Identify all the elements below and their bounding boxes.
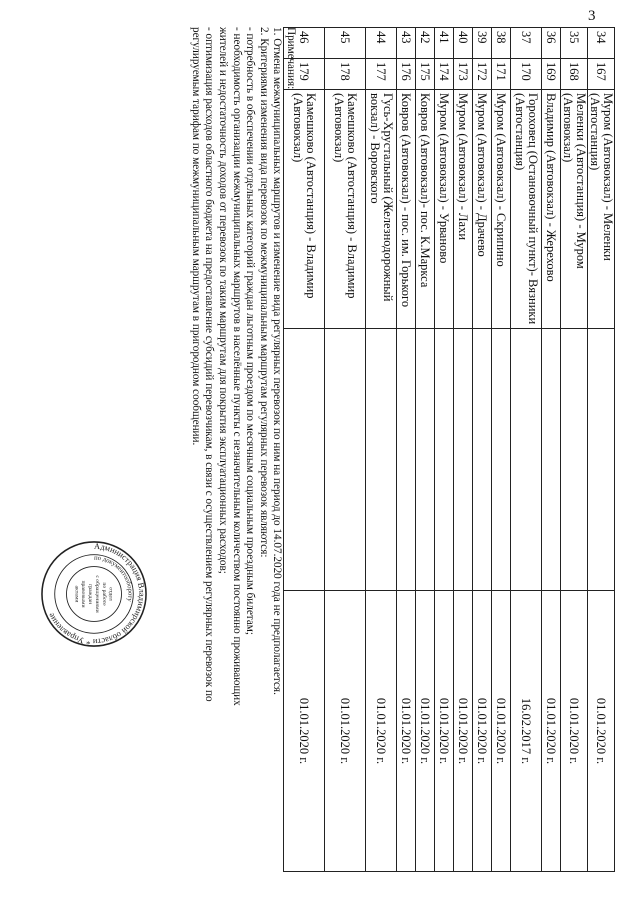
date-cell: 01.01.2020 г. [454, 591, 473, 872]
page-number: 3 [588, 8, 596, 24]
route-name-cell: Гусь-Хрустальный (Железнодорожный вокзал) - Воровского [366, 90, 397, 329]
route-name-cell: Ковров (Автовокзал) - пос. им. Горького [397, 90, 416, 329]
route-name-cell: Муром (Автовокзал) - Драчево [473, 90, 492, 329]
date-cell: 01.01.2020 г. [397, 591, 416, 872]
empty-cell [416, 329, 435, 591]
row-number-cell: 40 [454, 28, 473, 59]
route-name-cell: Муром (Автовокзал) - Скрипино [492, 90, 511, 329]
empty-cell [588, 329, 615, 591]
date-cell: 01.01.2020 г. [588, 591, 615, 872]
row-number-cell: 39 [473, 28, 492, 59]
date-cell: 01.01.2020 г. [416, 591, 435, 872]
table-row [561, 28, 588, 872]
row-number-cell: 42 [416, 28, 435, 59]
table-row [435, 28, 454, 872]
date-cell: 01.01.2020 г. [284, 591, 325, 872]
seal-center-line: с обращениями [93, 575, 100, 613]
row-number-cell: 34 [588, 28, 615, 59]
table-row [454, 28, 473, 872]
row-number-cell: 36 [542, 28, 561, 59]
empty-cell [492, 329, 511, 591]
route-code-cell: 177 [366, 59, 397, 90]
table-row [511, 28, 542, 872]
route-code-cell: 174 [435, 59, 454, 90]
seal-center-line: правовыми [80, 580, 87, 608]
empty-cell [454, 329, 473, 591]
date-cell: 01.01.2020 г. [473, 591, 492, 872]
route-code-cell: 178 [325, 59, 366, 90]
empty-cell [473, 329, 492, 591]
date-cell: 01.01.2020 г. [366, 591, 397, 872]
table-row [473, 28, 492, 872]
date-cell: 01.01.2020 г. [561, 591, 588, 872]
route-name-cell: Камешково (Автостанция) - Владимир (Автовокзал) [325, 90, 366, 329]
route-code-cell: 169 [542, 59, 561, 90]
route-code-cell: 176 [397, 59, 416, 90]
note-line: - потребность в обеспечении отдельных категорий граждан льготным проездом по месячным социальным проездным билетам; [244, 27, 257, 635]
table-row [397, 28, 416, 872]
date-cell: 01.01.2020 г. [542, 591, 561, 872]
route-name-cell: Меленки (Автостанция) - Муром (Автовокзал) [561, 90, 588, 329]
route-code-cell: 173 [454, 59, 473, 90]
route-name-cell: Камешково (Автостанция) - Владимир (Автовокзал) [284, 90, 325, 329]
routes-table [283, 27, 615, 872]
route-name-cell: Муром (Автовокзал) - Лахи [454, 90, 473, 329]
route-name-cell: Владимир (Автовокзал) - Жерехово [542, 90, 561, 329]
date-cell: 01.01.2020 г. [435, 591, 454, 872]
table-row [416, 28, 435, 872]
note-line: 2. Критериями изменения вида перевозок по межмуниципальным маршрутам регулярных перевозок являются: [257, 27, 270, 558]
row-number-cell: 46 [284, 28, 325, 59]
date-cell: 16.02.2017 г. [511, 591, 542, 872]
row-number-cell: 44 [366, 28, 397, 59]
empty-cell [366, 329, 397, 591]
route-code-cell: 170 [511, 59, 542, 90]
notes-heading: Примечания: [285, 27, 297, 90]
row-number-cell: 35 [561, 28, 588, 59]
route-name-cell: Муром (Автовокзал) - Меленки (Автостанция) [588, 90, 615, 329]
note-line: 1. Отмена межмуниципальных маршрутов и изменение вида регулярных перевозок по ним на период до 14.07.2020 года не предполагается. [271, 27, 284, 695]
route-code-cell: 179 [284, 59, 325, 90]
row-number-cell: 45 [325, 28, 366, 59]
date-cell: 01.01.2020 г. [325, 591, 366, 872]
table-row [325, 28, 366, 872]
empty-cell [542, 329, 561, 591]
route-code-cell: 167 [588, 59, 615, 90]
official-seal [40, 540, 148, 648]
route-code-cell: 172 [473, 59, 492, 90]
note-line: - необходимость организации межмуниципальных маршрутов в населённые пункты с незначительным количеством постоянно проживающих [230, 27, 243, 706]
row-number-cell: 37 [511, 28, 542, 59]
route-code-cell: 168 [561, 59, 588, 90]
table-row [588, 28, 615, 872]
notes [188, 27, 297, 877]
date-cell: 01.01.2020 г. [492, 591, 511, 872]
table-row [542, 28, 561, 872]
route-name-cell: Муром (Автовокзал) - Урваново [435, 90, 454, 329]
route-name-cell: Ковров (Автовокзал)- пос. К.Маркса [416, 90, 435, 329]
seal-center-line: актами [73, 585, 80, 603]
note-line: жителей и недостаточность доходов от перевозок по таким маршрутам для покрытия эксплуатационных расходов; [217, 27, 230, 574]
seal-outer-text: Администрация Владимирской области * Управление [45, 540, 148, 648]
table-row [366, 28, 397, 872]
seal-center-line: по работе [100, 582, 107, 606]
table-row [492, 28, 511, 872]
row-number-cell: 41 [435, 28, 454, 59]
seal-center-line: отдел [107, 587, 114, 601]
row-number-cell: 38 [492, 28, 511, 59]
empty-cell [397, 329, 416, 591]
empty-cell [561, 329, 588, 591]
route-name-cell: Гороховец (Остановочный пункт)- Вязники (Автостанция) [511, 90, 542, 329]
note-line: - оптимизация расходов областного бюджета на предоставление субсидий перевозчикам, в связи с осуществлением регулярных перевозок по [203, 27, 216, 702]
row-number-cell: 43 [397, 28, 416, 59]
empty-cell [435, 329, 454, 591]
seal-inner-text: по документообороту [93, 554, 134, 603]
seal-center-line: граждан [87, 583, 94, 605]
empty-cell [511, 329, 542, 591]
route-code-cell: 175 [416, 59, 435, 90]
route-code-cell: 171 [492, 59, 511, 90]
empty-cell [325, 329, 366, 591]
note-line: регулируемым тарифам по межмуниципальным маршрутам в пригородном сообщении. [189, 27, 202, 446]
